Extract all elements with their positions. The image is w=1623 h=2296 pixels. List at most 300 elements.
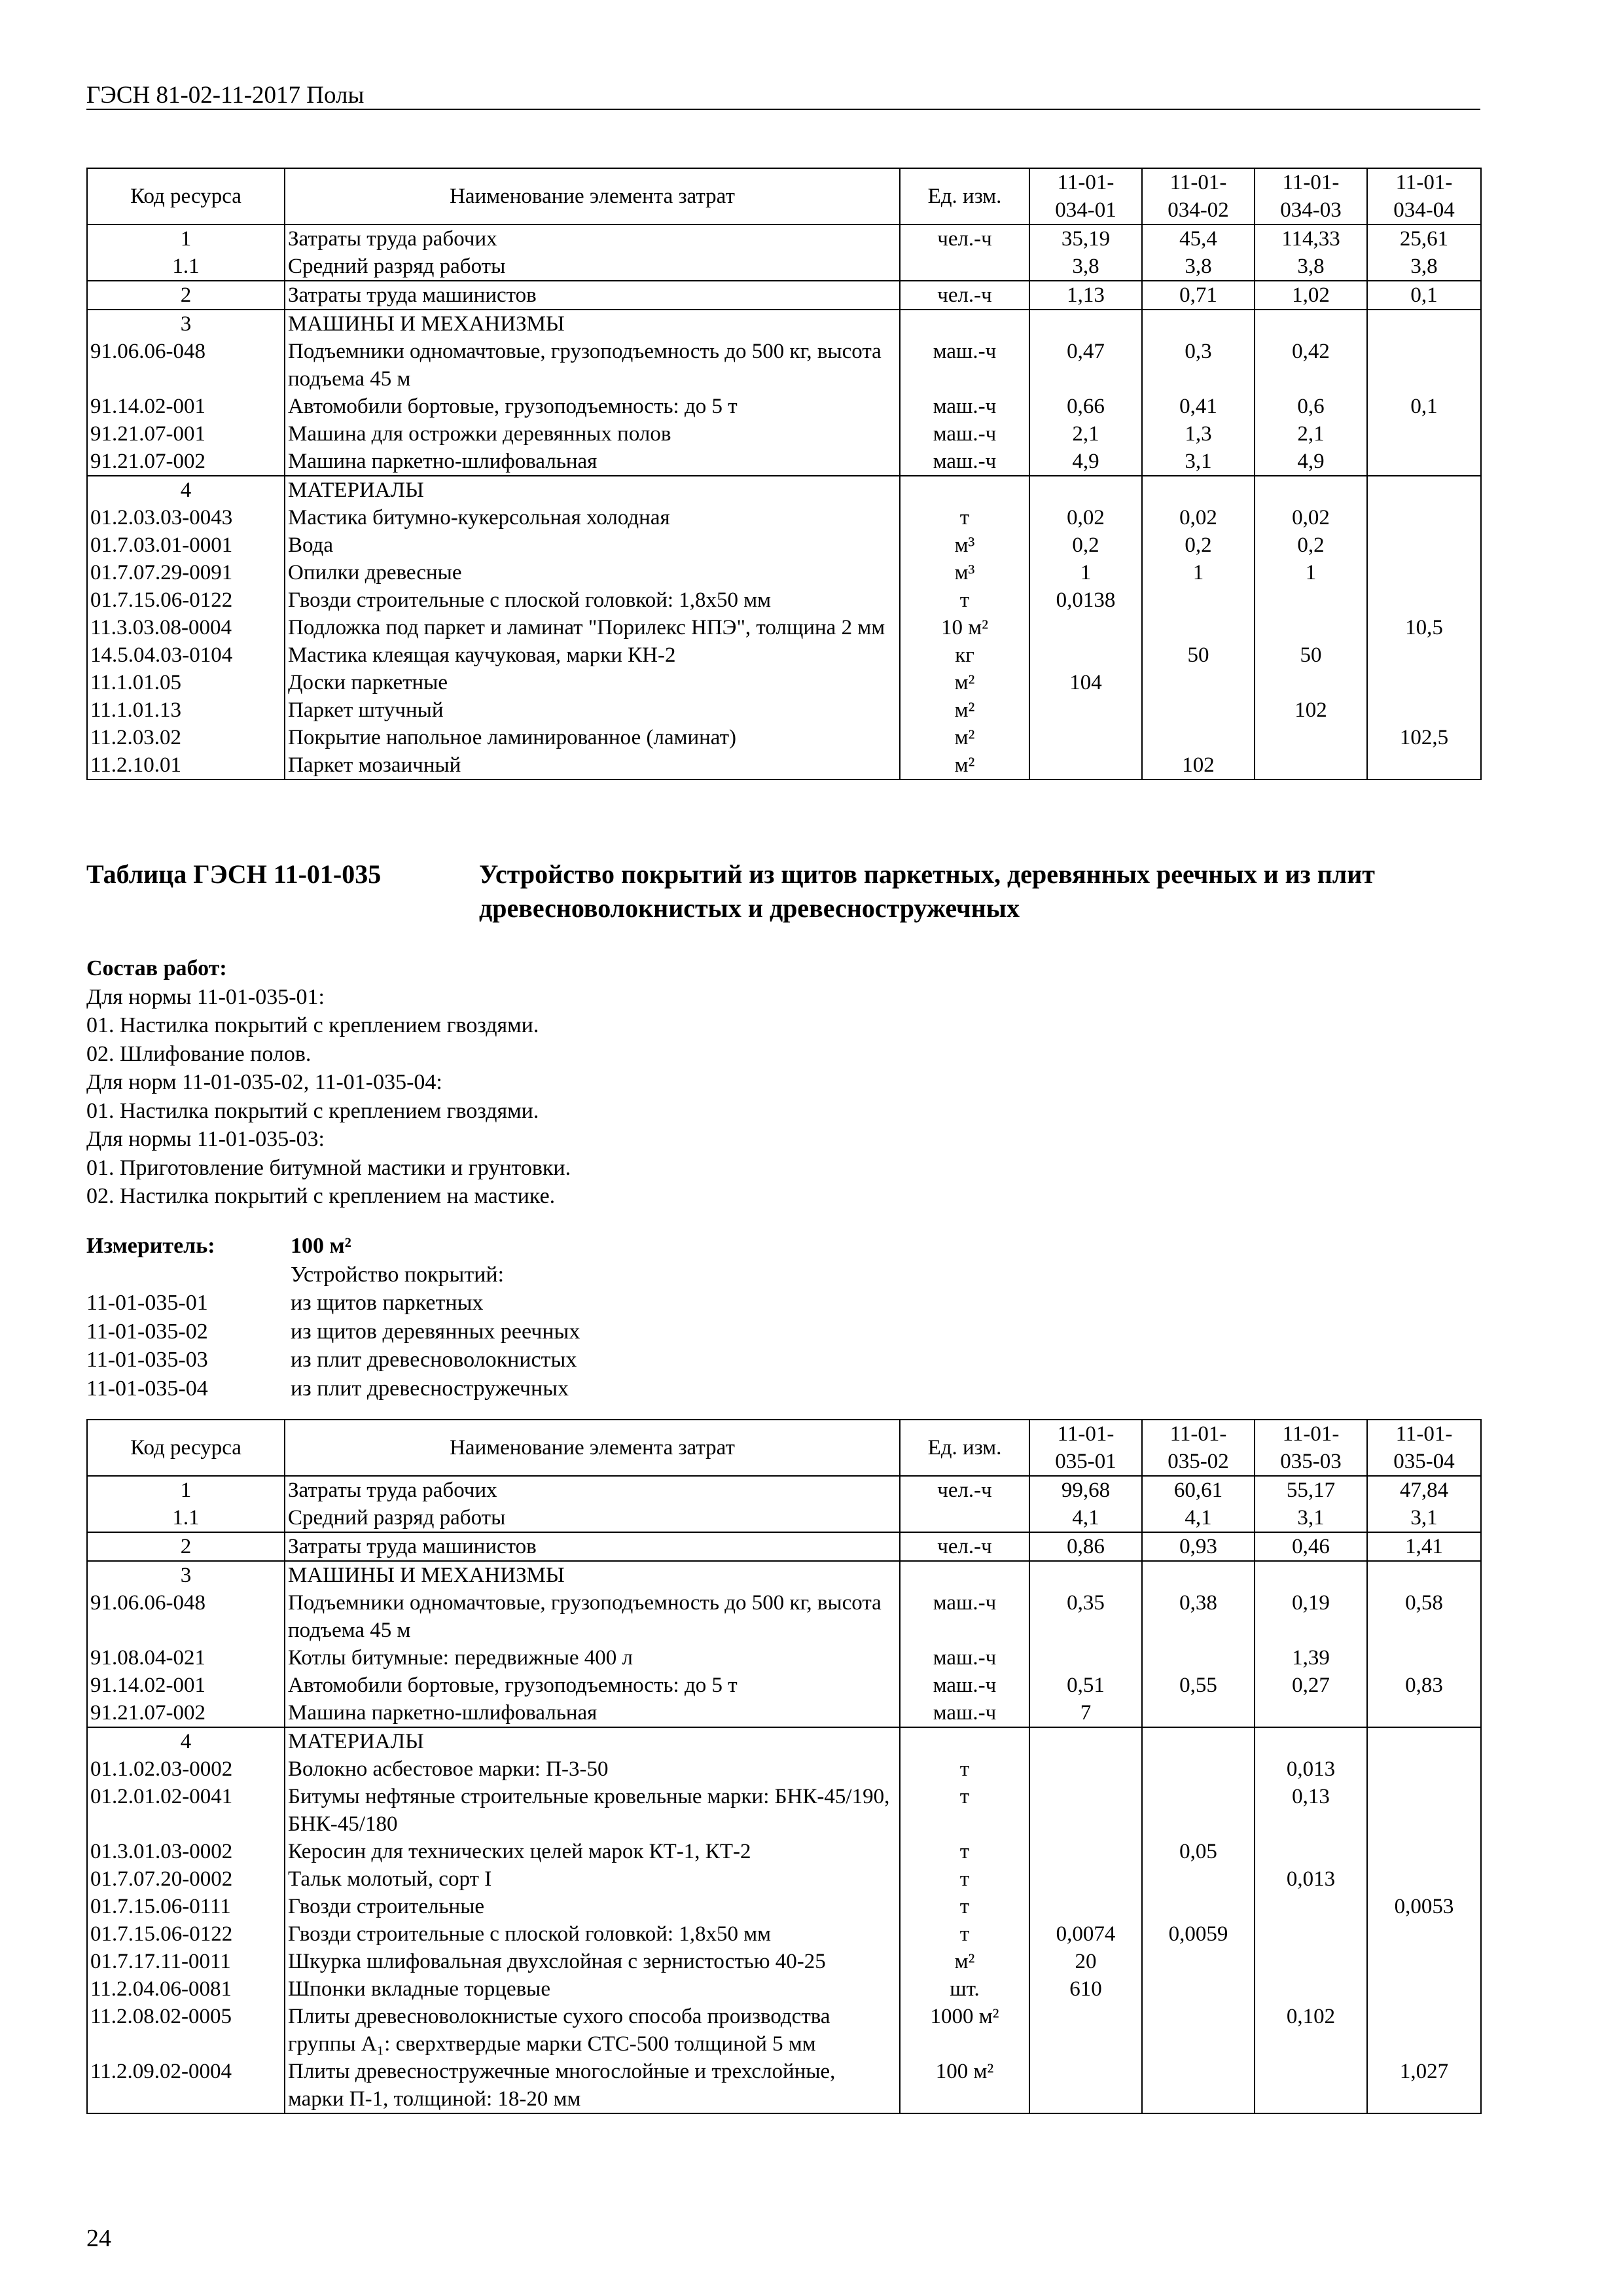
resource-name: Паркет штучный <box>285 696 900 724</box>
norm-value: 0,19 <box>1255 1589 1367 1644</box>
norm-value <box>1255 1948 1367 1975</box>
norm-value: 0,02 <box>1255 504 1367 531</box>
resource-code: 01.2.03.03-0043 <box>87 504 285 531</box>
resource-row <box>87 281 1481 310</box>
norm-value <box>1255 476 1367 504</box>
resource-name: МАШИНЫ И МЕХАНИЗМЫ <box>285 310 900 338</box>
norm-value <box>1255 1561 1367 1589</box>
resource-code: 01.7.07.29-0091 <box>87 559 285 586</box>
resource-unit: 1000 м² <box>900 2003 1029 2058</box>
norm-value: 3,1 <box>1367 1504 1481 1532</box>
running-header: ГЭСН 81-02-11-2017 Полы <box>86 82 365 109</box>
resource-row <box>87 1948 1481 1975</box>
resource-unit <box>900 1504 1029 1532</box>
norm-value: 0,013 <box>1255 1755 1367 1783</box>
resource-name: Средний разряд работы <box>285 1504 900 1532</box>
norm-value <box>1367 504 1481 531</box>
norm-value: 0,2 <box>1142 531 1255 559</box>
norm-value: 3,8 <box>1142 253 1255 281</box>
resource-name: Опилки древесные <box>285 559 900 586</box>
resource-row <box>87 1975 1481 2003</box>
norm-value <box>1142 614 1255 641</box>
table-number: Таблица ГЭСН 11-01-035 <box>86 859 382 889</box>
works-line: 02. Шлифование полов. <box>86 1041 312 1066</box>
norm-value: 0,38 <box>1142 1589 1255 1644</box>
norm-value <box>1367 1644 1481 1672</box>
norm-value: 0,47 <box>1029 338 1142 393</box>
norm-value: 0,71 <box>1142 281 1255 310</box>
norm-value: 0,66 <box>1029 393 1142 420</box>
norm-value: 0,51 <box>1029 1672 1142 1699</box>
resource-unit: т <box>900 586 1029 614</box>
norm-value: 45,4 <box>1142 224 1255 253</box>
resource-name: Мастика битумно-кукерсольная холодная <box>285 504 900 531</box>
norm-value: 0,13 <box>1255 1783 1367 1838</box>
resource-name: Котлы битумные: передвижные 400 л <box>285 1644 900 1672</box>
resource-name: Затраты труда рабочих <box>285 224 900 253</box>
resource-code: 11.3.03.08-0004 <box>87 614 285 641</box>
norm-value: 4,9 <box>1255 448 1367 476</box>
meter-item-code: 11-01-035-04 <box>86 1376 208 1401</box>
norm-value <box>1142 1699 1255 1727</box>
norm-value <box>1367 310 1481 338</box>
norm-value <box>1367 338 1481 393</box>
meter-item <box>86 1289 1395 1318</box>
resource-unit: 10 м² <box>900 614 1029 641</box>
norm-value: 4,1 <box>1142 1504 1255 1532</box>
norm-value <box>1367 559 1481 586</box>
meter-intro: Устройство покрытий: <box>291 1262 505 1287</box>
resource-code: 91.06.06-048 <box>87 338 285 393</box>
norm-value <box>1367 476 1481 504</box>
norm-value <box>1029 476 1142 504</box>
norm-value <box>1255 614 1367 641</box>
norm-value <box>1029 724 1142 751</box>
resource-code: 1.1 <box>87 253 285 281</box>
resource-name: Автомобили бортовые, грузоподъемность: до 5 т <box>285 393 900 420</box>
resource-code: 01.2.01.02-0041 <box>87 1783 285 1838</box>
col-header-norm: 11-01- 035-03 <box>1255 1420 1367 1476</box>
resource-name: Плиты древесностружечные многослойные и трехслойные, марки П-1, толщиной: 18-20 мм <box>285 2058 900 2113</box>
norm-value: 47,84 <box>1367 1476 1481 1504</box>
norm-value <box>1142 1783 1255 1838</box>
norm-value: 1,39 <box>1255 1644 1367 1672</box>
resource-row <box>87 1476 1481 1504</box>
resource-name: МАТЕРИАЛЫ <box>285 476 900 504</box>
norm-value <box>1029 310 1142 338</box>
resource-row <box>87 476 1481 504</box>
norm-value: 0,42 <box>1255 338 1367 393</box>
norm-value <box>1142 586 1255 614</box>
resource-row <box>87 1783 1481 1838</box>
resource-row <box>87 2058 1481 2113</box>
norm-value <box>1029 696 1142 724</box>
norm-value: 25,61 <box>1367 224 1481 253</box>
resource-row <box>87 393 1481 420</box>
resource-row <box>87 504 1481 531</box>
works-line: 01. Настилка покрытий с креплением гвоздями. <box>86 1098 539 1123</box>
norm-value <box>1029 751 1142 780</box>
norm-value <box>1367 1783 1481 1838</box>
meter-item-code: 11-01-035-02 <box>86 1319 208 1344</box>
resource-code: 1 <box>87 1476 285 1504</box>
resource-name: Шпонки вкладные торцевые <box>285 1975 900 2003</box>
norm-value: 1,027 <box>1367 2058 1481 2113</box>
resource-name: МАТЕРИАЛЫ <box>285 1727 900 1755</box>
norm-value <box>1142 1755 1255 1783</box>
resource-unit: маш.-ч <box>900 338 1029 393</box>
norm-value <box>1029 1893 1142 1920</box>
resource-unit: маш.-ч <box>900 1589 1029 1644</box>
works-line: 02. Настилка покрытий с креплением на мастике. <box>86 1184 556 1208</box>
norm-value: 0,6 <box>1255 393 1367 420</box>
norm-value <box>1029 1755 1142 1783</box>
norm-value: 102,5 <box>1367 724 1481 751</box>
norm-value <box>1255 1727 1367 1755</box>
norm-value <box>1367 2003 1481 2058</box>
col-header-norm: 11-01- 034-01 <box>1029 168 1142 224</box>
resource-code: 11.2.04.06-0081 <box>87 1975 285 2003</box>
norm-value <box>1029 1561 1142 1589</box>
resource-unit: м² <box>900 669 1029 696</box>
norm-value <box>1367 420 1481 448</box>
norm-value <box>1367 531 1481 559</box>
resource-row <box>87 531 1481 559</box>
norm-value <box>1029 1783 1142 1838</box>
resource-row <box>87 1755 1481 1783</box>
resource-code: 91.21.07-002 <box>87 1699 285 1727</box>
norm-value: 0,1 <box>1367 393 1481 420</box>
resource-code: 01.3.01.03-0002 <box>87 1838 285 1865</box>
norm-value: 0,013 <box>1255 1865 1367 1893</box>
norm-value: 1 <box>1029 559 1142 586</box>
col-header-unit: Ед. изм. <box>900 168 1029 224</box>
norm-value: 1 <box>1142 559 1255 586</box>
norm-value <box>1255 1920 1367 1948</box>
norm-value <box>1255 724 1367 751</box>
resource-unit: м² <box>900 724 1029 751</box>
resource-code: 91.14.02-001 <box>87 1672 285 1699</box>
col-header-code: Код ресурса <box>87 168 285 224</box>
norm-value <box>1029 614 1142 641</box>
resource-row <box>87 1532 1481 1561</box>
resource-unit <box>900 1727 1029 1755</box>
resource-name: Шкурка шлифовальная двухслойная с зернистостью 40-25 <box>285 1948 900 1975</box>
meter-item-text: из щитов паркетных <box>291 1291 484 1315</box>
norm-value <box>1367 1865 1481 1893</box>
resource-row <box>87 224 1481 253</box>
norm-value: 0,0053 <box>1367 1893 1481 1920</box>
norm-value <box>1367 751 1481 780</box>
resource-name: Средний разряд работы <box>285 253 900 281</box>
resource-unit: шт. <box>900 1975 1029 2003</box>
norm-value: 0,02 <box>1142 504 1255 531</box>
norm-value: 7 <box>1029 1699 1142 1727</box>
resource-code: 01.7.15.06-0111 <box>87 1893 285 1920</box>
norm-value: 4,9 <box>1029 448 1142 476</box>
norm-value: 1,41 <box>1367 1532 1481 1561</box>
col-header-code: Код ресурса <box>87 1420 285 1476</box>
norm-value: 35,19 <box>1029 224 1142 253</box>
norm-value <box>1367 1699 1481 1727</box>
resource-code: 11.1.01.13 <box>87 696 285 724</box>
resource-unit <box>900 1561 1029 1589</box>
resource-name: Затраты труда машинистов <box>285 1532 900 1561</box>
resource-name: Подложка под паркет и ламинат "Порилекс НПЭ", толщина 2 мм <box>285 614 900 641</box>
norm-value: 20 <box>1029 1948 1142 1975</box>
resource-row <box>87 1838 1481 1865</box>
resource-code: 91.14.02-001 <box>87 393 285 420</box>
norm-value: 114,33 <box>1255 224 1367 253</box>
resource-row <box>87 559 1481 586</box>
meter-block <box>86 1232 1395 1403</box>
norm-value <box>1367 1727 1481 1755</box>
resource-row <box>87 751 1481 780</box>
resource-row <box>87 1561 1481 1589</box>
norm-value <box>1142 1727 1255 1755</box>
resource-row <box>87 1699 1481 1727</box>
meter-label: Измеритель: <box>86 1234 215 1258</box>
norm-value <box>1367 1948 1481 1975</box>
header-rule <box>86 109 1480 110</box>
norm-value <box>1142 2058 1255 2113</box>
norm-value: 1,02 <box>1255 281 1367 310</box>
norm-value: 0,0074 <box>1029 1920 1142 1948</box>
resource-name: Машина паркетно-шлифовальная <box>285 1699 900 1727</box>
resource-row <box>87 338 1481 393</box>
resource-unit: кг <box>900 641 1029 669</box>
norm-value <box>1367 1755 1481 1783</box>
norm-value <box>1255 2058 1367 2113</box>
norm-value: 0,86 <box>1029 1532 1142 1561</box>
resource-row <box>87 696 1481 724</box>
works-line: 01. Настилка покрытий с креплением гвоздями. <box>86 1013 539 1037</box>
meter-item-text: из плит древесностружечных <box>291 1376 569 1401</box>
resource-code: 11.2.09.02-0004 <box>87 2058 285 2113</box>
col-header-norm: 11-01- 035-04 <box>1367 1420 1481 1476</box>
page-number: 24 <box>86 2225 111 2252</box>
norm-value <box>1029 2003 1142 2058</box>
resource-row <box>87 724 1481 751</box>
resource-unit <box>900 310 1029 338</box>
norm-value <box>1142 724 1255 751</box>
norm-value: 0,46 <box>1255 1532 1367 1561</box>
resource-name: Машина для острожки деревянных полов <box>285 420 900 448</box>
resource-unit: маш.-ч <box>900 1672 1029 1699</box>
resource-code: 1.1 <box>87 1504 285 1532</box>
resource-code: 1 <box>87 224 285 253</box>
meter-item-text: из щитов деревянных реечных <box>291 1319 580 1344</box>
norm-value: 3,8 <box>1029 253 1142 281</box>
resource-name: Тальк молотый, сорт I <box>285 1865 900 1893</box>
resource-row <box>87 1865 1481 1893</box>
col-header-norm: 11-01- 034-04 <box>1367 168 1481 224</box>
col-header-name: Наименование элемента затрат <box>285 1420 900 1476</box>
norm-value <box>1255 1699 1367 1727</box>
norm-value: 0,2 <box>1255 531 1367 559</box>
resource-row <box>87 1893 1481 1920</box>
resource-code: 4 <box>87 1727 285 1755</box>
resource-name: Паркет мозаичный <box>285 751 900 780</box>
norm-value <box>1367 448 1481 476</box>
norm-value <box>1255 1975 1367 2003</box>
resource-unit: чел.-ч <box>900 281 1029 310</box>
resource-unit: м² <box>900 751 1029 780</box>
norm-value: 0,93 <box>1142 1532 1255 1561</box>
resource-unit: т <box>900 1755 1029 1783</box>
works-heading: Состав работ: <box>86 956 227 980</box>
norm-value <box>1255 1838 1367 1865</box>
resource-name: Керосин для технических целей марок КТ-1, КТ-2 <box>285 1838 900 1865</box>
norm-value: 1,13 <box>1029 281 1142 310</box>
work-composition <box>86 954 1395 1211</box>
works-line: 01. Приготовление битумной мастики и грунтовки. <box>86 1155 571 1180</box>
meter-item <box>86 1374 1395 1403</box>
resource-code: 3 <box>87 310 285 338</box>
norm-value <box>1142 1644 1255 1672</box>
norm-value: 4,1 <box>1029 1504 1142 1532</box>
works-line: Для нормы 11-01-035-03: <box>86 1127 325 1151</box>
norm-value <box>1142 1893 1255 1920</box>
resource-name: Автомобили бортовые, грузоподъемность: до 5 т <box>285 1672 900 1699</box>
resource-code: 91.21.07-001 <box>87 420 285 448</box>
meter-item-code: 11-01-035-01 <box>86 1291 208 1315</box>
norm-value: 50 <box>1255 641 1367 669</box>
resource-name: Подъемники одномачтовые, грузоподъемность до 500 кг, высота подъема 45 м <box>285 338 900 393</box>
resource-name: МАШИНЫ И МЕХАНИЗМЫ <box>285 1561 900 1589</box>
resource-row <box>87 1920 1481 1948</box>
resource-unit: т <box>900 504 1029 531</box>
resource-row <box>87 1672 1481 1699</box>
meter-item <box>86 1318 1395 1346</box>
resource-unit: маш.-ч <box>900 420 1029 448</box>
resource-code: 3 <box>87 1561 285 1589</box>
norm-value: 99,68 <box>1029 1476 1142 1504</box>
resource-row <box>87 1589 1481 1644</box>
resource-code: 01.7.03.01-0001 <box>87 531 285 559</box>
resource-code: 01.7.15.06-0122 <box>87 1920 285 1948</box>
meter-value: 100 м² <box>291 1234 351 1258</box>
col-header-norm: 11-01- 035-01 <box>1029 1420 1142 1476</box>
norm-value <box>1255 751 1367 780</box>
col-header-name: Наименование элемента затрат <box>285 168 900 224</box>
resource-name: Гвозди строительные с плоской головкой: 1,8х50 мм <box>285 1920 900 1948</box>
norm-value <box>1142 476 1255 504</box>
norm-value <box>1255 669 1367 696</box>
norm-value <box>1142 696 1255 724</box>
norm-value: 0,102 <box>1255 2003 1367 2058</box>
resource-code: 11.2.08.02-0005 <box>87 2003 285 2058</box>
resource-code: 01.7.15.06-0122 <box>87 586 285 614</box>
norm-value <box>1367 1975 1481 2003</box>
col-header-norm: 11-01- 034-02 <box>1142 168 1255 224</box>
resource-name: Вода <box>285 531 900 559</box>
resource-name: Мастика клеящая каучуковая, марки КН-2 <box>285 641 900 669</box>
resource-row <box>87 669 1481 696</box>
resource-unit <box>900 253 1029 281</box>
resource-code: 2 <box>87 1532 285 1561</box>
norm-value: 3,8 <box>1255 253 1367 281</box>
resource-unit: маш.-ч <box>900 1644 1029 1672</box>
resource-unit: чел.-ч <box>900 1476 1029 1504</box>
norm-value: 0,41 <box>1142 393 1255 420</box>
norm-value <box>1142 669 1255 696</box>
col-header-norm: 11-01- 035-02 <box>1142 1420 1255 1476</box>
resource-table-035 <box>86 1419 1482 2114</box>
norm-value: 102 <box>1255 696 1367 724</box>
resource-row <box>87 2003 1481 2058</box>
resource-code: 14.5.04.03-0104 <box>87 641 285 669</box>
norm-value <box>1142 2003 1255 2058</box>
meter-item-code: 11-01-035-03 <box>86 1348 208 1372</box>
norm-value: 10,5 <box>1367 614 1481 641</box>
norm-value <box>1367 669 1481 696</box>
norm-value <box>1367 1838 1481 1865</box>
norm-value: 3,1 <box>1255 1504 1367 1532</box>
resource-row <box>87 1727 1481 1755</box>
norm-value: 3,1 <box>1142 448 1255 476</box>
resource-name: Затраты труда рабочих <box>285 1476 900 1504</box>
resource-name: Гвозди строительные <box>285 1893 900 1920</box>
norm-value: 0,05 <box>1142 1838 1255 1865</box>
resource-row <box>87 310 1481 338</box>
resource-code: 01.7.17.11-0011 <box>87 1948 285 1975</box>
resource-name: Покрытие напольное ламинированное (ламинат) <box>285 724 900 751</box>
norm-value: 0,55 <box>1142 1672 1255 1699</box>
col-header-norm: 11-01- 034-03 <box>1255 168 1367 224</box>
resource-row <box>87 586 1481 614</box>
meter-item <box>86 1346 1395 1374</box>
resource-name: Гвозди строительные с плоской головкой: 1,8х50 мм <box>285 586 900 614</box>
norm-value <box>1029 1865 1142 1893</box>
resource-row <box>87 614 1481 641</box>
norm-value: 0,2 <box>1029 531 1142 559</box>
resource-unit: м² <box>900 696 1029 724</box>
resource-unit: м³ <box>900 559 1029 586</box>
norm-value <box>1367 641 1481 669</box>
norm-value <box>1142 310 1255 338</box>
resource-unit: м³ <box>900 531 1029 559</box>
norm-value: 55,17 <box>1255 1476 1367 1504</box>
resource-unit: маш.-ч <box>900 448 1029 476</box>
resource-unit: т <box>900 1893 1029 1920</box>
norm-value: 1,3 <box>1142 420 1255 448</box>
resource-code: 11.2.10.01 <box>87 751 285 780</box>
norm-value: 0,83 <box>1367 1672 1481 1699</box>
norm-value: 60,61 <box>1142 1476 1255 1504</box>
norm-value <box>1029 2058 1142 2113</box>
norm-value: 1 <box>1255 559 1367 586</box>
table-title: Устройство покрытий из щитов паркетных, деревянных реечных и из плит древесноволокнистых и древесностружечных <box>479 859 1375 923</box>
norm-value: 0,58 <box>1367 1589 1481 1644</box>
norm-value <box>1255 310 1367 338</box>
norm-value: 0,0059 <box>1142 1920 1255 1948</box>
resource-unit: маш.-ч <box>900 1699 1029 1727</box>
resource-code: 11.2.03.02 <box>87 724 285 751</box>
norm-value <box>1255 586 1367 614</box>
norm-value: 0,02 <box>1029 504 1142 531</box>
resource-row <box>87 253 1481 281</box>
norm-value: 610 <box>1029 1975 1142 2003</box>
col-header-unit: Ед. изм. <box>900 1420 1029 1476</box>
resource-name: Доски паркетные <box>285 669 900 696</box>
norm-value <box>1029 1644 1142 1672</box>
resource-code: 91.06.06-048 <box>87 1589 285 1644</box>
norm-value <box>1367 1561 1481 1589</box>
norm-value: 0,35 <box>1029 1589 1142 1644</box>
norm-value <box>1367 1920 1481 1948</box>
norm-value: 104 <box>1029 669 1142 696</box>
